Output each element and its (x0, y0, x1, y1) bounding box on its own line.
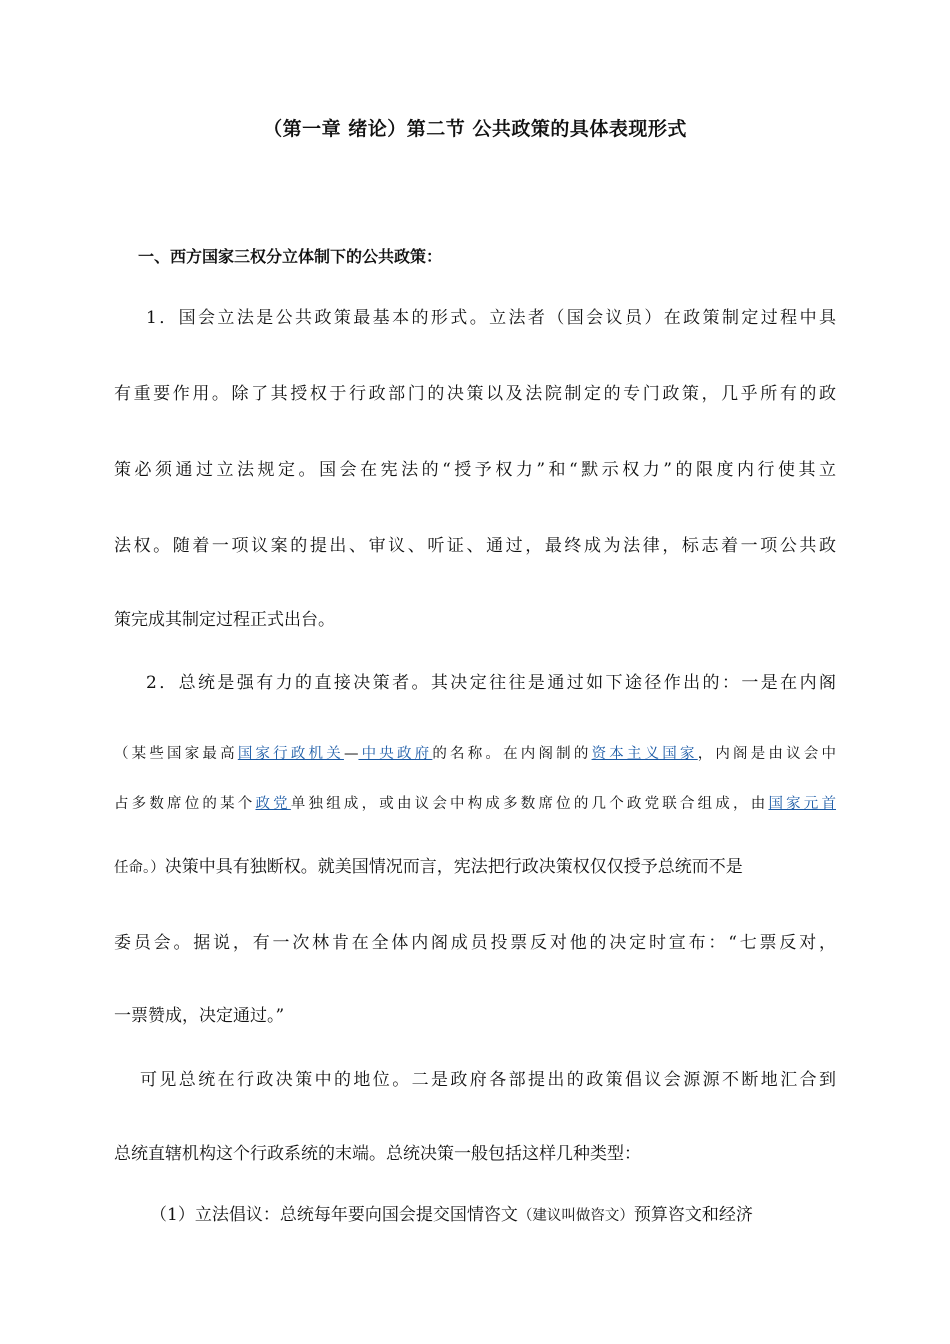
paragraph-line: 2．总统是强有力的直接决策者。其决定往往是通过如下途径作出的：一是在内阁 (146, 673, 836, 693)
note-line (114, 792, 836, 813)
paragraph-line: 可见总统在行政决策中的地位。二是政府各部提出的政策倡议会源源不断地汇合到 (140, 1070, 836, 1090)
link-national-executive[interactable]: 国家行政机关 (237, 746, 344, 762)
paragraph-text: 预算咨文和经济 (633, 1205, 753, 1225)
link-political-party[interactable]: 政党 (255, 796, 291, 812)
paragraph-line: 委员会。据说，有一次林肯在全体内阁成员投票反对他的决定时宣布：“七票反对， (114, 933, 836, 953)
paragraph-text: 决策中具有独断权。就美国情况而言，宪法把行政决策权仅仅授予总统而不是 (164, 857, 743, 877)
paragraph-line (150, 1200, 836, 1225)
note-text: 单独组成，或由议会中构成多数席位的几个政党联合组成，由 (290, 796, 769, 812)
paragraph-line: 有重要作用。除了其授权于行政部门的决策以及法院制定的专门政策，几乎所有的政 (114, 384, 836, 404)
note-text: （某些国家最高 (114, 746, 238, 762)
paragraph-line: 策必须通过立法规定。国会在宪法的“授予权力”和“默示权力”的限度内行使其立 (114, 460, 836, 480)
link-capitalist-country[interactable]: 资本主义国家 (591, 746, 698, 762)
paragraph-line: 一票赞成，决定通过。” (114, 1006, 285, 1026)
note-text: 任命。） (114, 860, 165, 876)
link-head-of-state[interactable]: 国家元首 (768, 796, 836, 812)
paragraph-line (114, 852, 836, 877)
note-text: 占多数席位的某个 (114, 796, 256, 812)
page-title: （第一章 绪论）第二节 公共政策的具体表现形式 (263, 118, 687, 140)
paragraph-line: 策完成其制定过程正式出台。 (114, 610, 335, 630)
note-text: — (343, 746, 359, 762)
section-heading: 一、西方国家三权分立体制下的公共政策： (138, 247, 443, 266)
paragraph-line: 总统直辖机构这个行政系统的末端。总统决策一般包括这样几种类型： (114, 1144, 641, 1164)
paragraph-line: 法权。随着一项议案的提出、审议、听证、通过，最终成为法律，标志着一项公共政 (114, 536, 836, 556)
link-central-government[interactable]: 中央政府 (358, 746, 433, 762)
note-text: 的名称。在内阁制的 (432, 746, 592, 762)
note-line (114, 742, 836, 763)
note-text: ，内阁是由议会中 (697, 746, 836, 762)
paragraph-line: 1．国会立法是公共政策最基本的形式。立法者（国会议员）在政策制定过程中具 (146, 308, 836, 328)
paragraph-text: （1）立法倡议：总统每年要向国会提交国情咨文 (150, 1205, 518, 1225)
note-text: （建议叫做咨文） (517, 1208, 634, 1224)
